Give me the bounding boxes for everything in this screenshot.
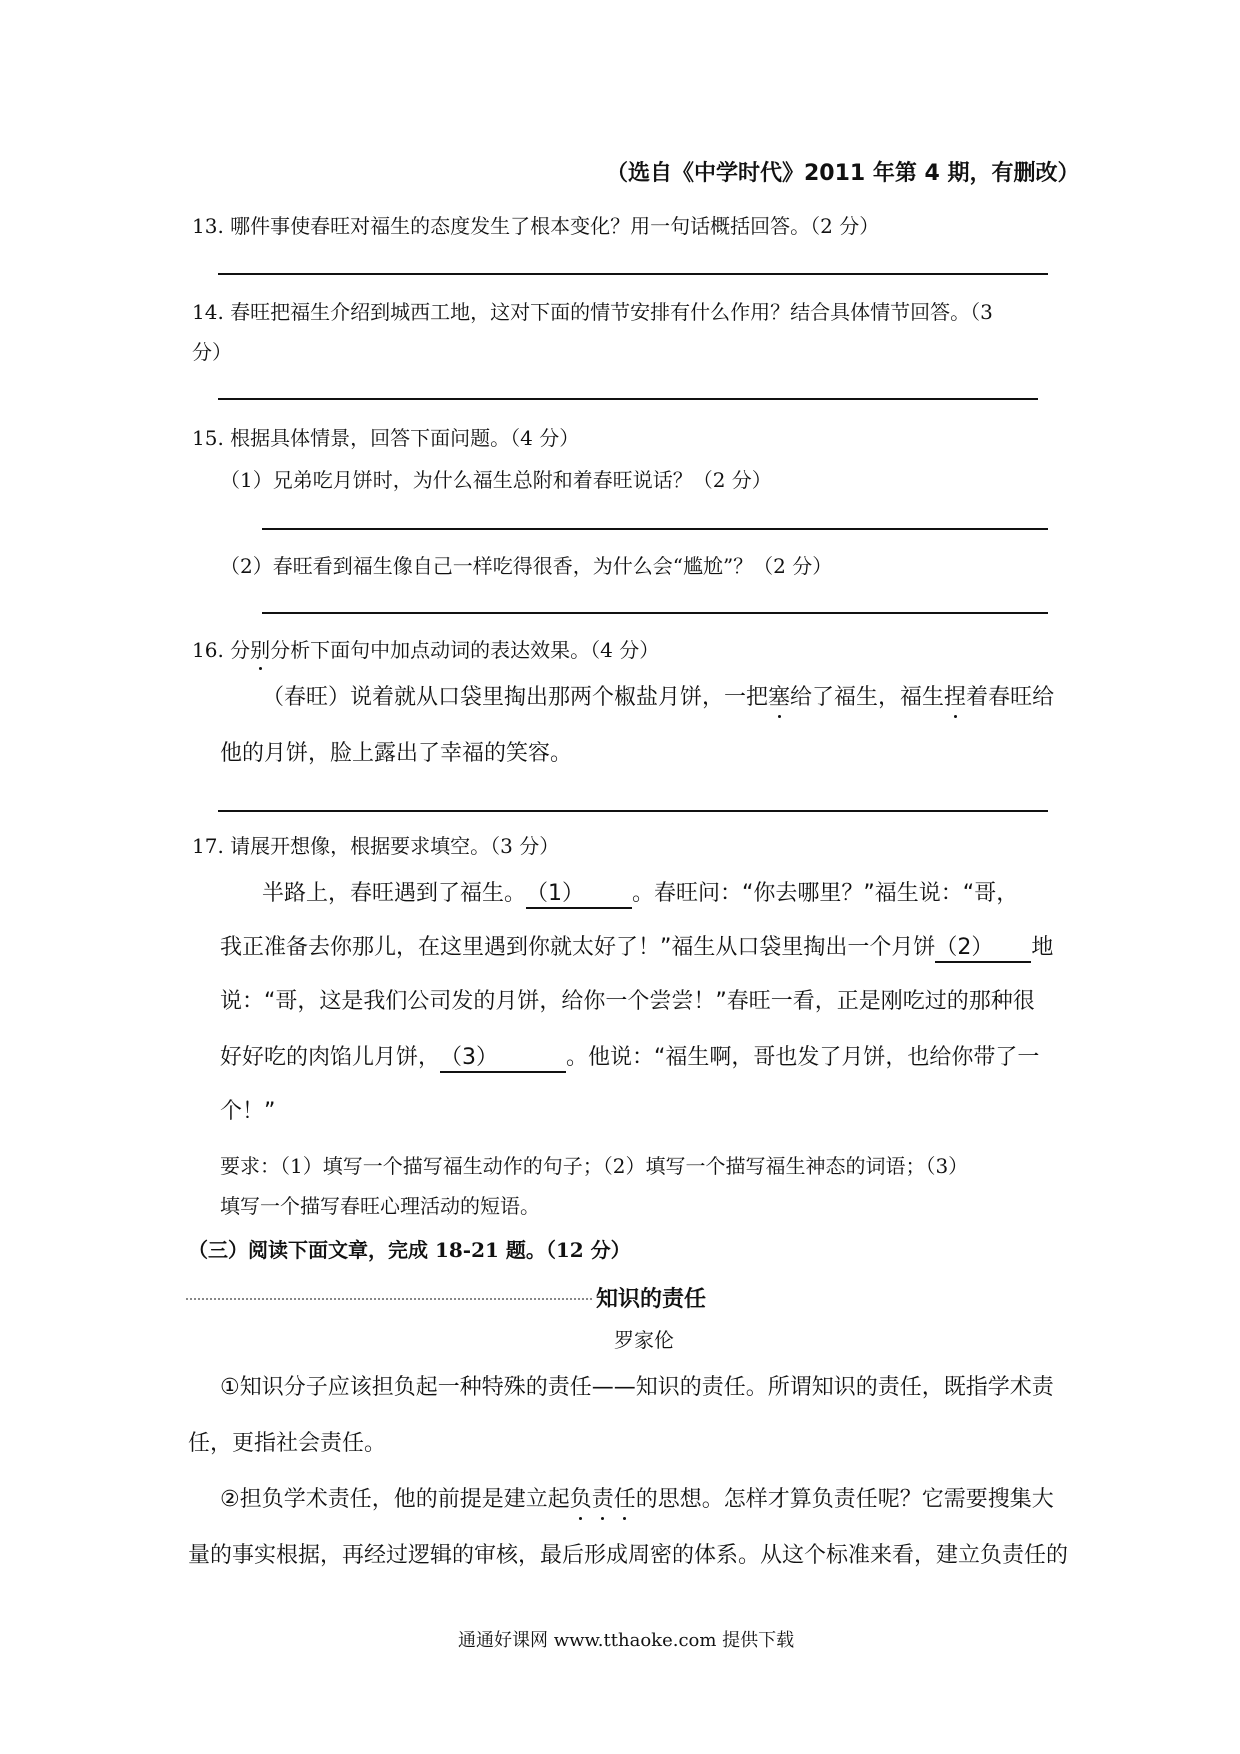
article-paragraph-2-line1: ②担负学术责任，他的前提是建立起负责任的思想。怎样才算负责任呢？它需要搜集大: [220, 1487, 1054, 1512]
emphasis-dot-char: 别: [250, 638, 271, 662]
question-13: 13. 哪件事使春旺对福生的态度发生了根本变化？用一句话概括回答。（2 分）: [192, 214, 880, 238]
answer-line-15-2: [262, 612, 1048, 614]
question-16-passage-line1: （春旺）说着就从口袋里掏出那两个椒盐月饼，一把塞给了福生，福生捏着春旺给: [262, 685, 1055, 710]
fill-blank-2[interactable]: （2）: [935, 930, 1031, 963]
article-author: 罗家伦: [614, 1328, 674, 1352]
article-paragraph-1-line1: ①知识分子应该担负起一种特殊的责任——知识的责任。所谓知识的责任，既指学术责: [220, 1375, 1054, 1400]
emphasized-verb-sai: 塞: [768, 685, 791, 710]
question-15: 15. 根据具体情景，回答下面问题。（4 分）: [192, 426, 580, 450]
question-17-requirement-line2: 填写一个描写春旺心理活动的短语。: [220, 1194, 540, 1218]
answer-line-14: [218, 398, 1038, 400]
emphasized-verb-nie: 捏: [944, 685, 967, 710]
emphasis-dot-char: 负: [569, 1487, 592, 1512]
answer-line-16: [218, 810, 1048, 812]
page-footer: 通通好课网 www.tthaoke.com 提供下载: [458, 1630, 795, 1651]
answer-line-13: [218, 273, 1048, 275]
article-paragraph-1-line2: 任，更指社会责任。: [188, 1431, 387, 1456]
question-14-line1: 14. 春旺把福生介绍到城西工地，这对下面的情节安排有什么作用？结合具体情节回答。（3: [192, 300, 993, 324]
question-17-passage-line2: 我正准备去你那儿，在这里遇到你就太好了！”福生从口袋里掏出一个月饼（2） 地: [220, 930, 1053, 963]
article-title: 知识的责任: [596, 1287, 707, 1312]
source-note: （选自《中学时代》2011 年第 4 期，有删改）: [606, 161, 1080, 186]
question-17: 17. 请展开想像，根据要求填空。（3 分）: [192, 834, 560, 858]
question-17-passage-line1: 半路上，春旺遇到了福生。（1） 。春旺问：“你去哪里？”福生说：“哥，: [262, 876, 1018, 909]
question-14-line2: 分）: [192, 340, 232, 364]
question-17-passage-line4: 好好吃的肉馅儿月饼，（3） 。他说：“福生啊，哥也发了月饼，也给你带了一: [220, 1040, 1039, 1073]
fill-blank-3[interactable]: （3）: [440, 1040, 566, 1073]
emphasis-dot-char: 任: [613, 1487, 636, 1512]
emphasis-dot-char: 责: [591, 1487, 614, 1512]
answer-line-15-1: [262, 528, 1048, 530]
question-16: 16. 分别分析下面句中加点动词的表达效果。（4 分）: [192, 638, 660, 662]
article-paragraph-2-line2: 量的事实根据，再经过逻辑的审核，最后形成周密的体系。从这个标准来看，建立负责任的: [188, 1543, 1069, 1568]
section-3-heading: （三）阅读下面文章，完成 18-21 题。（12 分）: [188, 1238, 631, 1262]
question-16-passage-line2: 他的月饼，脸上露出了幸福的笑容。: [220, 741, 573, 766]
question-15-sub1: （1）兄弟吃月饼时，为什么福生总附和着春旺说话？（2 分）: [220, 468, 772, 492]
question-17-passage-line5: 个！”: [220, 1099, 276, 1124]
question-17-requirement-line1: 要求：（1）填写一个描写福生动作的句子；（2）填写一个描写福生神态的词语；（3）: [220, 1154, 969, 1178]
fill-blank-1[interactable]: （1）: [526, 876, 632, 909]
question-17-passage-line3: 说：“哥，这是我们公司发的月饼，给你一个尝尝！”春旺一看，正是刚吃过的那种很: [220, 989, 1035, 1014]
dotted-leader: [186, 1298, 592, 1300]
question-15-sub2: （2）春旺看到福生像自己一样吃得很香，为什么会“尴尬”？（2 分）: [220, 554, 833, 578]
